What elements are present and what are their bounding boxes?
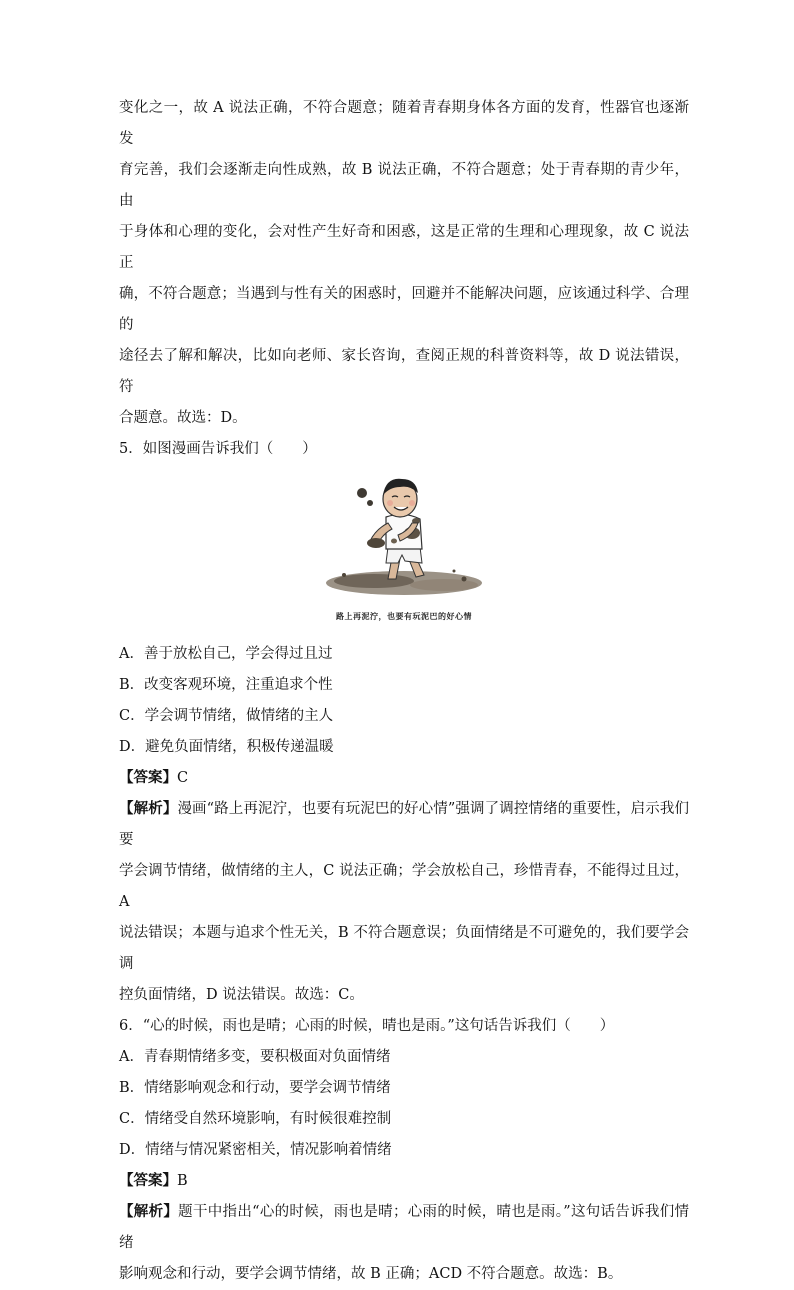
page-content [119,93,689,1290]
analysis-line: 育完善，我们会逐渐走向性成熟，故 B 说法正确，不符合题意；处于青春期的青少年，由 [119,162,689,209]
question-6 [119,1011,689,1290]
analysis-line [119,1197,689,1259]
analysis-line: 学会调节情绪，做情绪的主人，C 说法正确；学会放松自己，珍惜青春，不能得过且过，A [119,863,689,910]
answer-line [119,1166,689,1197]
analysis-line: 确，不符合题意；当遇到与性有关的困惑时，回避并不能解决问题，应该通过科学、合理的 [119,286,689,333]
option-c: C．情绪受自然环境影响，有时候很难控制 [119,1111,392,1127]
analysis-line: 变化之一，故 A 说法正确，不符合题意；随着青春期身体各方面的发育，性器官也逐渐发 [119,100,689,147]
analysis-text: 漫画“路上再泥泞，也要有玩泥巴的好心情”强调了调控情绪的重要性，启示我们要 [119,801,690,848]
boy-playing-with-mud-cartoon-icon [304,471,504,606]
question-5 [119,434,689,1011]
question-stem: 5．如图漫画告诉我们（ ） [119,441,317,457]
analysis-line: 影响观念和行动，要学会调节情绪，故 B 正确；ACD 不符合题意。故选：B。 [119,1266,623,1282]
option-b: B．改变客观环境，注重追求个性 [119,677,333,693]
analysis-line: 合题意。故选：D。 [119,410,247,426]
option-a: A．善于放松自己，学会得过且过 [119,646,333,662]
cartoon-figure [119,471,689,621]
figure-caption: 路上再泥泞，也要有玩泥巴的好心情 [336,612,472,621]
analysis-line: 说法错误；本题与追求个性无关，B 不符合题意误；负面情绪是不可避免的，我们要学会调 [119,925,689,972]
analysis-text: 题干中指出“心的时候，雨也是晴；心雨的时候，晴也是雨。”这句话告诉我们情绪 [119,1204,689,1251]
analysis-tag: 【解析】 [119,1204,179,1220]
answer-tag: 【答案】 [119,770,177,786]
option-d: D．避免负面情绪，积极传递温暖 [119,739,334,755]
answer-value: C [177,770,189,786]
analysis-tag: 【解析】 [119,801,178,817]
question-stem: 6．“心的时候，雨也是晴；心雨的时候，晴也是雨。”这句话告诉我们（ ） [119,1018,615,1034]
option-d: D．情绪与情况紧密相关，情况影响着情绪 [119,1142,392,1158]
analysis-line: 途径去了解和解决，比如向老师、家长咨询，查阅正规的科普资料等，故 D 说法错误，符 [119,348,689,395]
answer-value: B [177,1173,188,1189]
previous-analysis [119,93,689,434]
answer-line [119,763,689,794]
option-a: A．青春期情绪多变，要积极面对负面情绪 [119,1049,391,1065]
analysis-line: 于身体和心理的变化，会对性产生好奇和困惑，这是正常的生理和心理现象，故 C 说法正 [119,224,689,271]
analysis-line [119,794,689,856]
option-c: C．学会调节情绪，做情绪的主人 [119,708,334,724]
analysis-line: 控负面情绪，D 说法错误。故选：C。 [119,987,364,1003]
option-b: B．情绪影响观念和行动，要学会调节情绪 [119,1080,391,1096]
answer-tag: 【答案】 [119,1173,177,1189]
